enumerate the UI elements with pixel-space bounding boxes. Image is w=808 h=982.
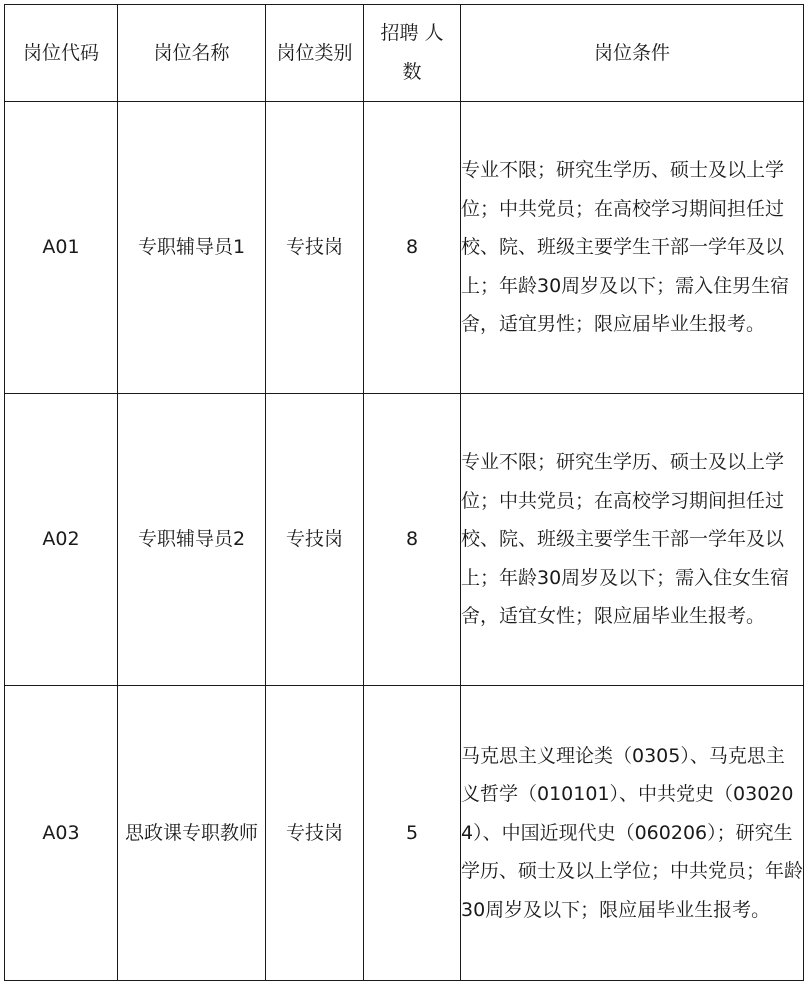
cell-conditions: 专业不限；研究生学历、硕士及以上学位；中共党员；在高校学习期间担任过校、院、班级主要学生干部一学年及以上；年龄30周岁及以下；需入住男生宿舍，适宜男性；限应届毕业生报考。 <box>461 102 804 394</box>
cell-count: 8 <box>364 394 461 686</box>
table-row <box>5 394 804 686</box>
cell-count: 5 <box>364 686 461 981</box>
header-count-line1: 招聘 人 <box>380 22 444 45</box>
cell-name: 专职辅导员1 <box>118 102 266 394</box>
cell-conditions: 马克思主义理论类（0305）、马克思主义哲学（010101）、中共党史（030204）、中国近现代史（060206）；研究生学历、硕士及以上学位；中共党员；年龄30周岁及以下；限应届毕业生报考。 <box>461 686 804 981</box>
header-conditions: 岗位条件 <box>461 5 804 102</box>
cell-code: A03 <box>5 686 118 981</box>
cell-category: 专技岗 <box>266 394 364 686</box>
table-row <box>5 102 804 394</box>
header-name: 岗位名称 <box>118 5 266 102</box>
cell-code: A01 <box>5 102 118 394</box>
header-count <box>364 5 461 102</box>
cell-name: 思政课专职教师 <box>118 686 266 981</box>
header-code: 岗位代码 <box>5 5 118 102</box>
recruitment-table <box>4 4 804 981</box>
table-row <box>5 686 804 981</box>
header-row <box>5 5 804 102</box>
cell-category: 专技岗 <box>266 686 364 981</box>
cell-count: 8 <box>364 102 461 394</box>
cell-code: A02 <box>5 394 118 686</box>
cell-conditions: 专业不限；研究生学历、硕士及以上学位；中共党员；在高校学习期间担任过校、院、班级主要学生干部一学年及以上；年龄30周岁及以下；需入住女生宿舍，适宜女性；限应届毕业生报考。 <box>461 394 804 686</box>
header-count-line2: 数 <box>402 61 422 83</box>
cell-name: 专职辅导员2 <box>118 394 266 686</box>
header-category: 岗位类别 <box>266 5 364 102</box>
cell-category: 专技岗 <box>266 102 364 394</box>
